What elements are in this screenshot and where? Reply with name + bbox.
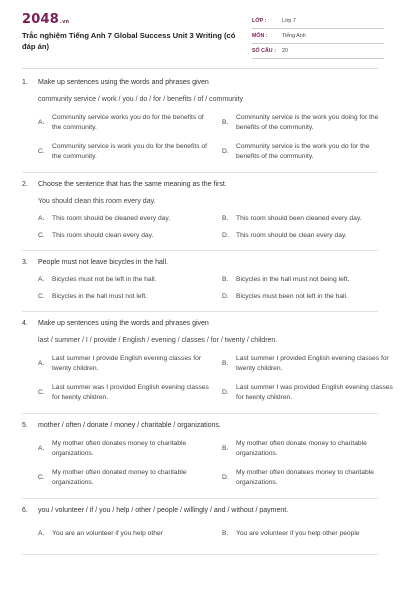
option-text: This room should be cleaned every day.	[52, 215, 171, 222]
question-prompt: Choose the sentence that has the same meaning as the first.	[38, 181, 227, 188]
answer-option[interactable]	[222, 214, 394, 224]
option-letter: A.	[38, 530, 45, 537]
option-text: Community service works you do for the benefits of the community.	[52, 114, 204, 131]
answer-option[interactable]	[222, 353, 394, 375]
option-letter: A.	[38, 445, 45, 452]
option-letter: D.	[222, 232, 229, 239]
answer-option[interactable]	[38, 112, 210, 134]
question-header	[22, 180, 378, 189]
option-text: You are volunteer if you help other people	[236, 530, 360, 537]
option-letter: C.	[38, 232, 45, 239]
site-logo[interactable]	[22, 12, 69, 27]
question-number: 3.	[22, 259, 28, 266]
option-letter: B.	[222, 445, 229, 452]
option-text: My mother often donatees money to charitable organizations.	[236, 469, 374, 486]
question-given: last / summer / I / provide / English / evening / classes / for / twenty / children.	[38, 337, 278, 344]
option-text: Last summer was I provided English evening classes for twenty children.	[52, 384, 209, 401]
question-item	[22, 78, 378, 173]
question-list	[22, 78, 393, 562]
meta-label: MÔN :	[252, 33, 268, 39]
question-number: 6.	[22, 507, 28, 514]
option-text: You are an volunteer if you help other	[52, 530, 163, 537]
header-divider	[22, 68, 378, 69]
option-text: Bicycles in the hall must not being left.	[236, 276, 350, 283]
option-letter: B.	[222, 119, 229, 126]
option-letter: C.	[38, 148, 45, 155]
option-letter: D.	[222, 474, 229, 481]
answer-options	[22, 438, 378, 489]
answer-option[interactable]	[222, 523, 394, 545]
answer-options	[22, 523, 378, 545]
option-letter: A.	[38, 360, 45, 367]
option-letter: D.	[222, 148, 229, 155]
option-letter: C.	[38, 389, 45, 396]
page-title: Trắc nghiệm Tiếng Anh 7 Global Success Unit 3 Writing (có đáp án)	[22, 31, 236, 51]
answer-option[interactable]	[38, 523, 210, 545]
question-header	[22, 506, 378, 515]
option-text: Last summer I was provided English evening classes for twenty children.	[236, 384, 393, 401]
question-header	[22, 319, 378, 328]
question-number: 5.	[22, 422, 28, 429]
answer-option[interactable]	[222, 292, 394, 302]
answer-option[interactable]	[38, 231, 210, 241]
answer-option[interactable]	[38, 467, 210, 489]
option-text: My mother often donated money to charitable organizations.	[52, 469, 187, 486]
question-prompt: mother / often / donate / money / charitable / organizations.	[38, 422, 221, 429]
option-letter: C.	[38, 293, 45, 300]
option-letter: A.	[38, 215, 45, 222]
question-header	[22, 258, 378, 267]
question-prompt: Make up sentences using the words and phrases given	[38, 79, 209, 86]
answer-option[interactable]	[222, 438, 394, 460]
meta-value: Tiếng Anh	[282, 33, 306, 39]
option-text: Last summer I provided English evening classes for twenty children.	[236, 355, 389, 372]
question-number: 1.	[22, 79, 28, 86]
option-text: Last summer I provide English evening classes for twenty children.	[52, 355, 202, 372]
answer-options	[22, 214, 378, 241]
meta-label: SỐ CÂU :	[252, 48, 276, 54]
option-letter: B.	[222, 530, 229, 537]
question-item	[22, 506, 378, 555]
option-letter: B.	[222, 215, 229, 222]
option-text: My mother often donate money to charitable organizations.	[236, 440, 367, 457]
option-text: My mother often donates money to charitable organizations.	[52, 440, 187, 457]
answer-option[interactable]	[222, 112, 394, 134]
option-text: Bicycles must been not left in the hall.	[236, 293, 348, 300]
meta-row-subject	[252, 29, 384, 44]
question-item	[22, 180, 378, 251]
option-letter: B.	[222, 276, 229, 283]
answer-option[interactable]	[222, 275, 394, 285]
question-prompt: you / volunteer / if / you / help / other / people / willingly / and / without / payment.	[38, 507, 289, 514]
logo-text: 2048	[22, 12, 59, 27]
option-letter: B.	[222, 360, 229, 367]
question-item	[22, 319, 393, 414]
answer-option[interactable]	[38, 292, 210, 302]
option-letter: A.	[38, 276, 45, 283]
answer-option[interactable]	[222, 467, 394, 489]
answer-option[interactable]	[38, 275, 210, 285]
meta-value: 20	[282, 48, 288, 54]
option-text: Community service is work you do for the benefits of the community.	[52, 143, 207, 160]
answer-option[interactable]	[38, 141, 210, 163]
answer-option[interactable]	[38, 382, 210, 404]
answer-option[interactable]	[222, 382, 394, 404]
meta-label: LỚP :	[252, 18, 267, 24]
question-prompt: People must not leave bicycles in the hall.	[38, 259, 168, 266]
option-text: This room should clean every day.	[52, 232, 154, 239]
document-header	[0, 0, 400, 66]
answer-options	[22, 353, 393, 404]
question-item	[22, 421, 378, 499]
answer-option[interactable]	[38, 214, 210, 224]
question-given: You should clean this room every day.	[38, 198, 156, 205]
answer-option[interactable]	[38, 438, 210, 460]
option-text: Community service is the work you doing for the benefits of the community.	[236, 114, 379, 131]
option-letter: A.	[38, 119, 45, 126]
option-letter: D.	[222, 293, 229, 300]
answer-options	[22, 112, 378, 163]
question-prompt: Make up sentences using the words and phrases given	[38, 320, 209, 327]
option-letter: D.	[222, 389, 229, 396]
option-text: Bicycles in the hall must not left.	[52, 293, 148, 300]
option-text: This room should be clean every day.	[236, 232, 347, 239]
option-letter: C.	[38, 474, 45, 481]
meta-row-class	[252, 14, 384, 29]
answer-option[interactable]	[222, 231, 394, 241]
meta-row-count	[252, 44, 384, 59]
option-text: Community service is the work you do for the benefits of the community.	[236, 143, 370, 160]
question-header	[22, 78, 378, 87]
answer-option[interactable]	[38, 353, 210, 375]
question-given: community service / work / you / do / for / benefits / of / community	[38, 96, 244, 103]
question-header	[22, 421, 378, 430]
meta-table	[252, 14, 384, 59]
answer-option[interactable]	[222, 141, 394, 163]
logo-suffix: .vn	[59, 19, 70, 25]
answer-options	[22, 275, 378, 302]
question-item	[22, 258, 378, 312]
meta-value: Lớp 7	[282, 18, 296, 24]
question-number: 4.	[22, 320, 28, 327]
question-number: 2.	[22, 181, 28, 188]
option-text: Bicycles must not be left in the hall.	[52, 276, 157, 283]
option-text: This room should been cleaned every day.	[236, 215, 362, 222]
